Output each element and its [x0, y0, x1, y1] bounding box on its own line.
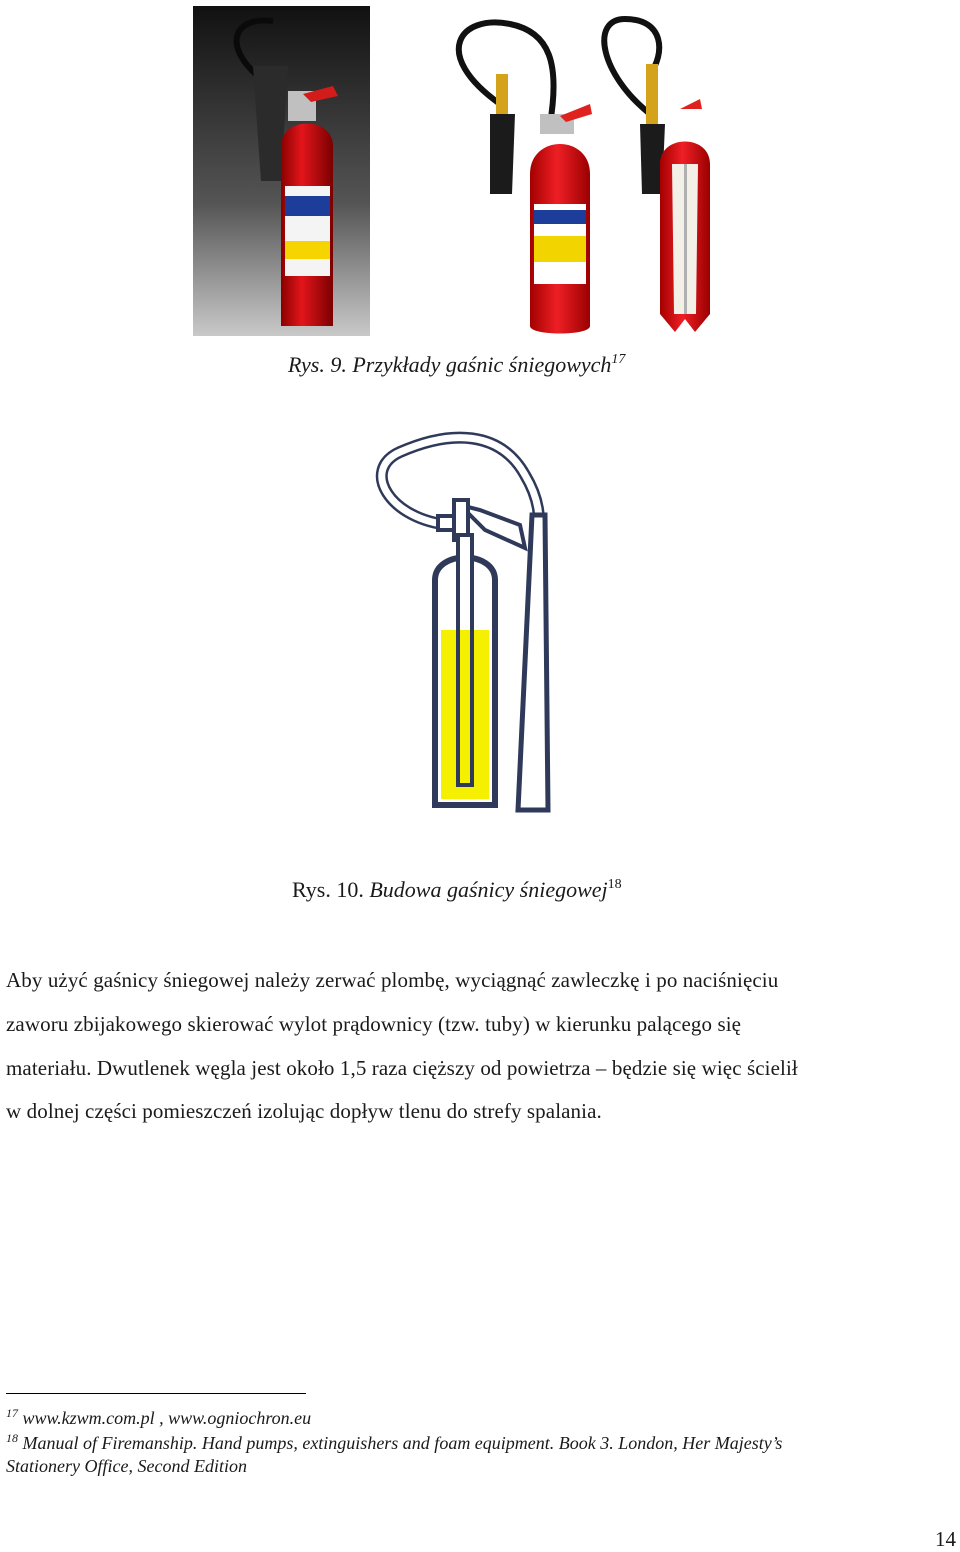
extinguisher-photo-right: [440, 14, 720, 336]
footnote-ref-17: 17: [611, 352, 626, 367]
figure-10-caption: Rys. 10. Budowa gaśnicy śniegowej$^{18}$: [292, 877, 622, 902]
footnote-17: $^{17}$ www.kzwm.com.pl , www.ogniochron.eu: [6, 1406, 312, 1428]
page-number: 14: [935, 1527, 956, 1551]
footnote-18-continued: Stationery Office, Second Edition: [6, 1456, 247, 1476]
body-line-4: w dolnej części pomieszczeń izolując dopływ tlenu do strefy spalania.: [6, 1099, 602, 1123]
body-line-1: Aby użyć gaśnicy śniegowej należy zerwać plombę, wyciągnąć zawleczkę i po naciśnięciu: [6, 968, 779, 992]
footnote-ref-18: 18: [607, 877, 622, 892]
body-line-2: zaworu zbijakowego skierować wylot prądownicy (tzw. tuby) w kierunku palącego się: [6, 1012, 742, 1036]
footnote-18: $^{18}$ Manual of Firemanship. Hand pumps, extinguishers and foam equipment. Book 3. London, Her Majesty’s: [6, 1431, 783, 1453]
extinguisher-photo-left: [193, 6, 370, 336]
footnote-separator: [6, 1393, 306, 1394]
body-line-3: materiału. Dwutlenek węgla jest około 1,5 raza cięższy od powietrza – będzie się więc ścielił: [6, 1056, 798, 1080]
figure-9-caption: Rys. 9. Przykłady gaśnic śniegowych$^{17}$: [288, 352, 626, 377]
extinguisher-diagram: [360, 430, 580, 820]
